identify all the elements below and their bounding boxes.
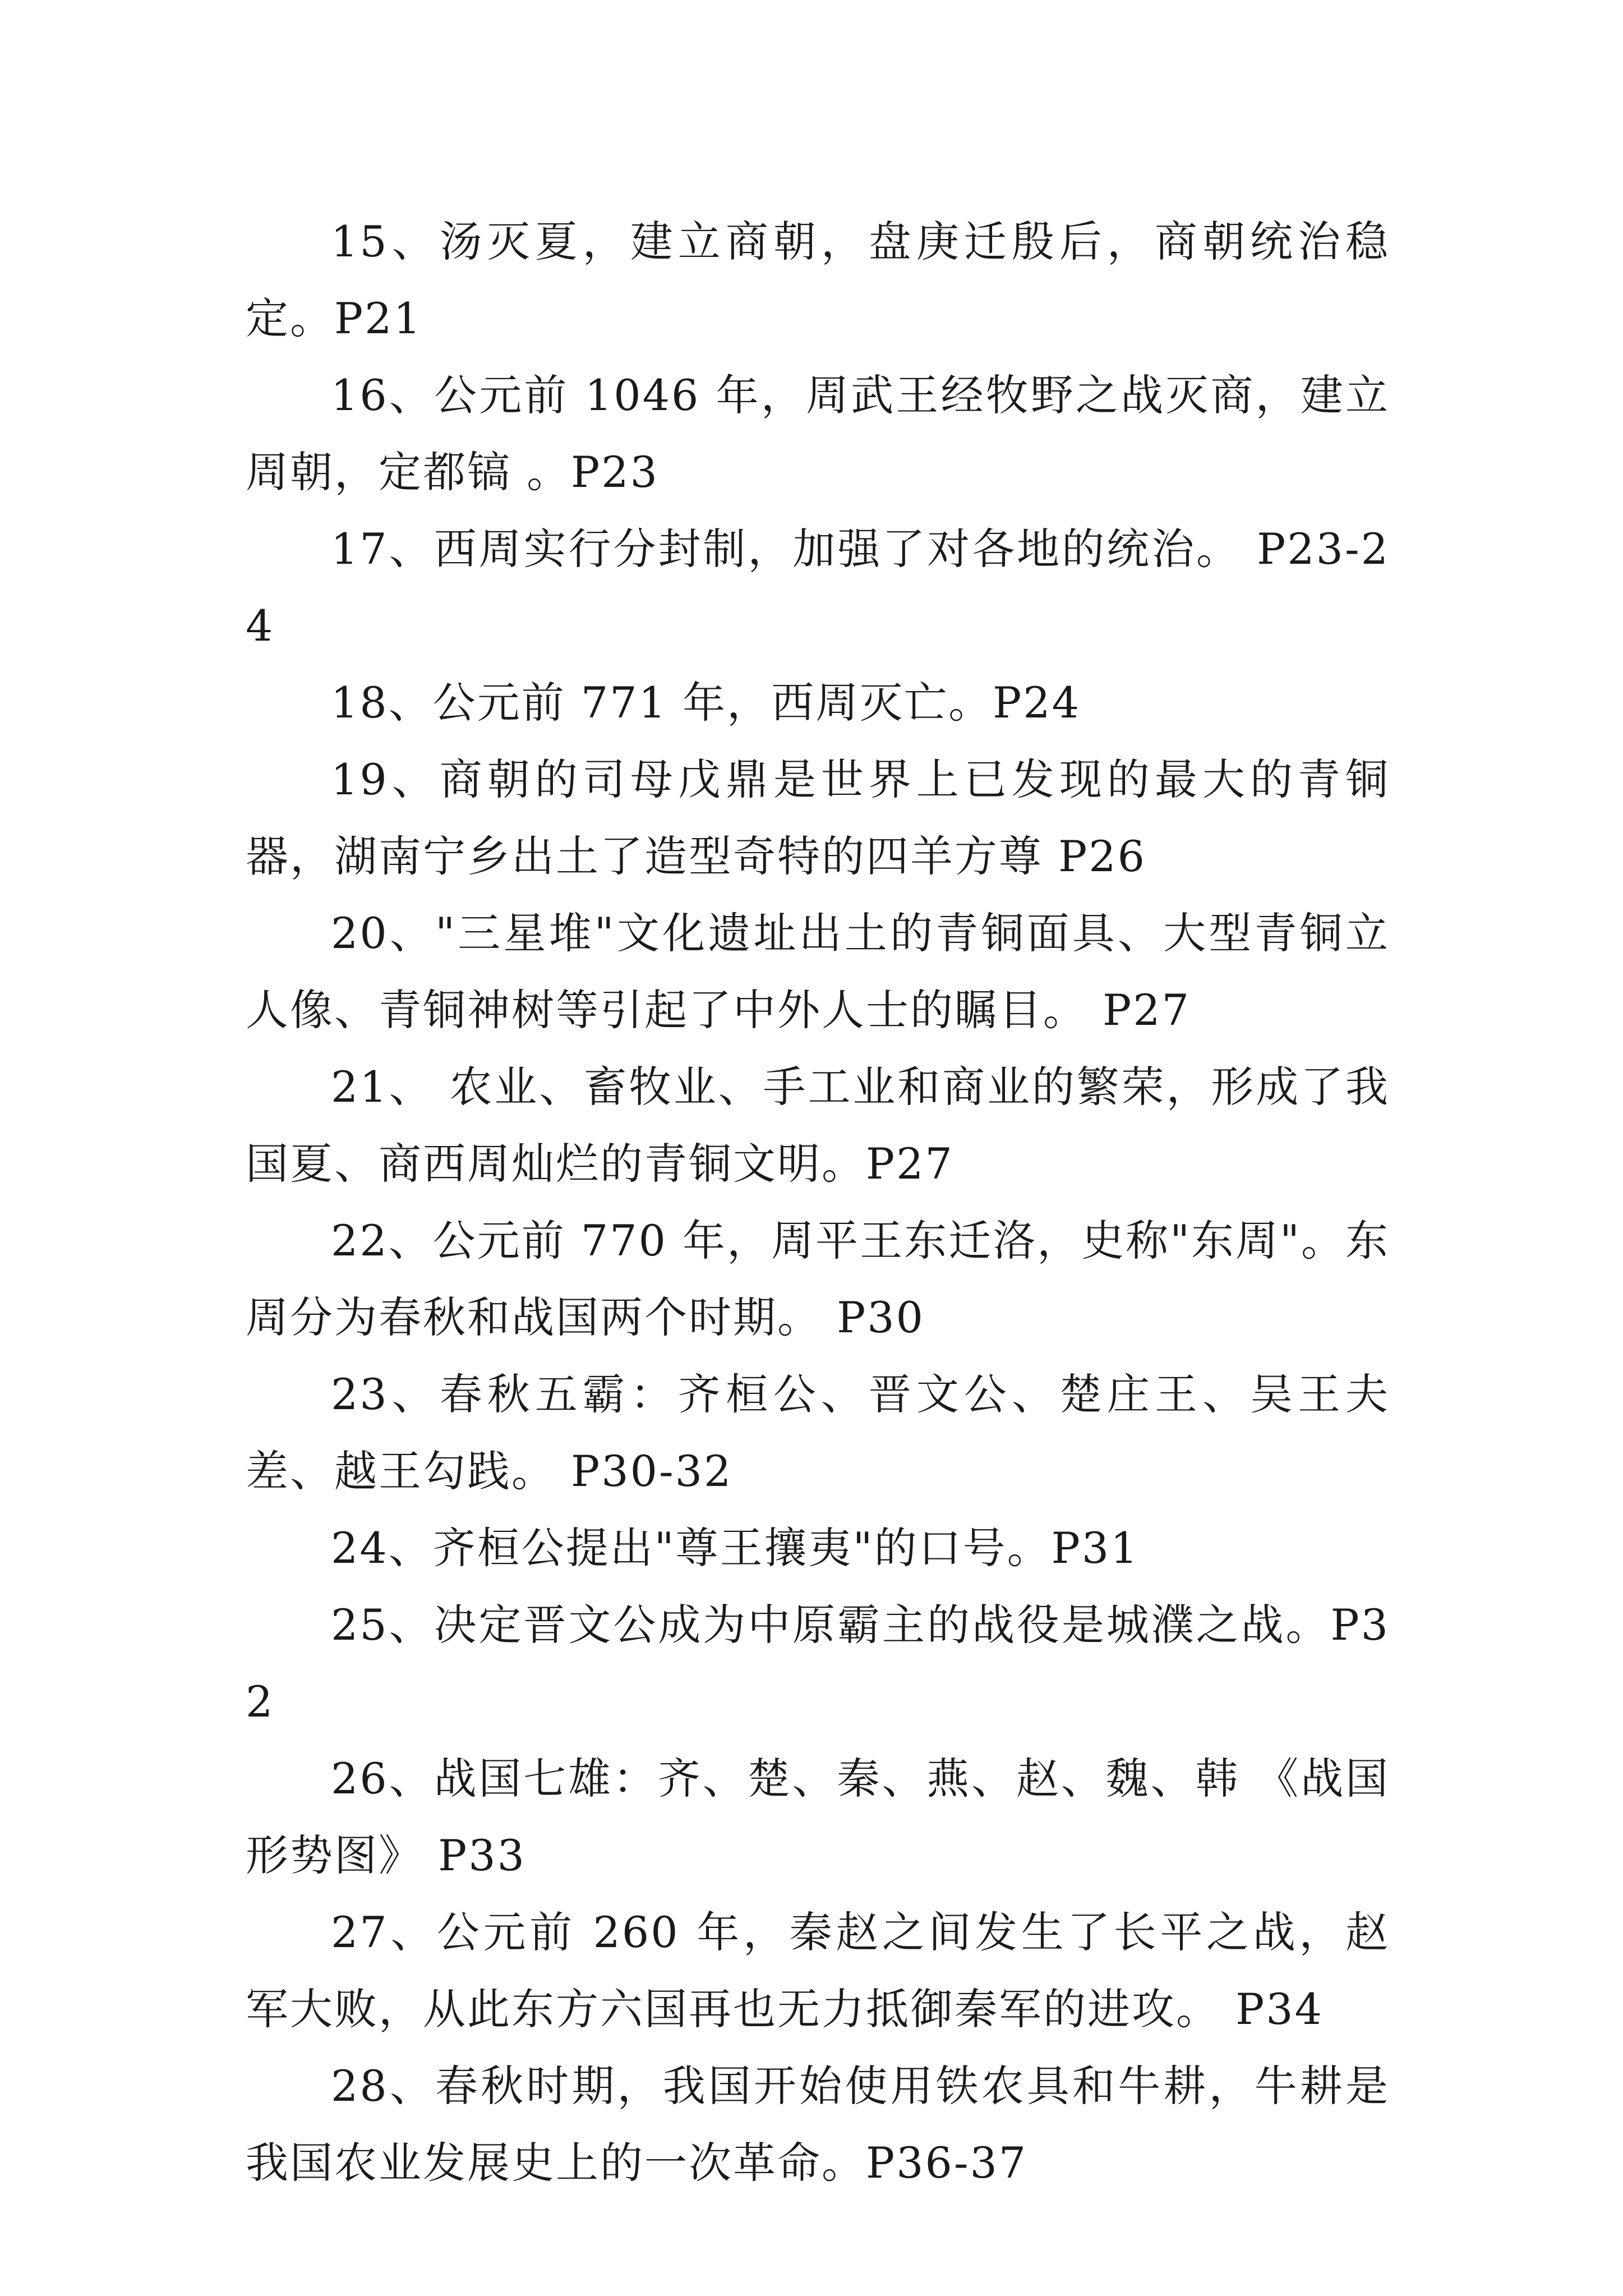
- paragraph-27: 27、公元前 260 年，秦赵之间发生了长平之战，赵军大败，从此东方六国再也无力抵御秦军的进攻。 P34: [246, 1907, 1390, 2034]
- paragraph-22: 22、公元前 770 年，周平王东迁洛，史称"东周"。东周分为春秋和战国两个时期。 P30: [246, 1216, 1390, 1342]
- paragraph-21: 21、 农业、畜牧业、手工业和商业的繁荣，形成了我国夏、商西周灿烂的青铜文明。P27: [246, 1062, 1390, 1189]
- paragraph-28: 28、春秋时期，我国开始使用铁农具和牛耕，牛耕是我国农业发展史上的一次革命。P36-37: [246, 2061, 1390, 2188]
- paragraph-17: 17、西周实行分封制，加强了对各地的统治。 P23-24: [246, 524, 1390, 651]
- paragraph-24: 24、齐桓公提出"尊王攘夷"的口号。P31: [331, 1523, 1140, 1573]
- paragraph-16: 16、公元前 1046 年，周武王经牧野之战灭商，建立周朝，定都镐 。P23: [246, 370, 1390, 497]
- paragraph-18: 18、公元前 771 年，西周灭亡。P24: [331, 678, 1081, 728]
- paragraph-23: 23、春秋五霸：齐桓公、晋文公、楚庄王、吴王夫差、越王勾践。 P30-32: [246, 1369, 1390, 1496]
- paragraph-20: 20、"三星堆"文化遗址出土的青铜面具、大型青铜立人像、青铜神树等引起了中外人士的瞩目。 P27: [246, 908, 1390, 1035]
- paragraph-15: 15、汤灭夏，建立商朝，盘庚迁殷后，商朝统治稳定。P21: [246, 217, 1390, 343]
- document-body: [246, 203, 1390, 2201]
- paragraph-25: 25、决定晋文公成为中原霸主的战役是城濮之战。P32: [246, 1600, 1390, 1727]
- paragraph-26: 26、战国七雄：齐、楚、秦、燕、赵、魏、韩 《战国形势图》 P33: [246, 1754, 1390, 1880]
- paragraph-19: 19、商朝的司母戊鼎是世界上已发现的最大的青铜器，湖南宁乡出土了造型奇特的四羊方尊 P26: [246, 754, 1390, 881]
